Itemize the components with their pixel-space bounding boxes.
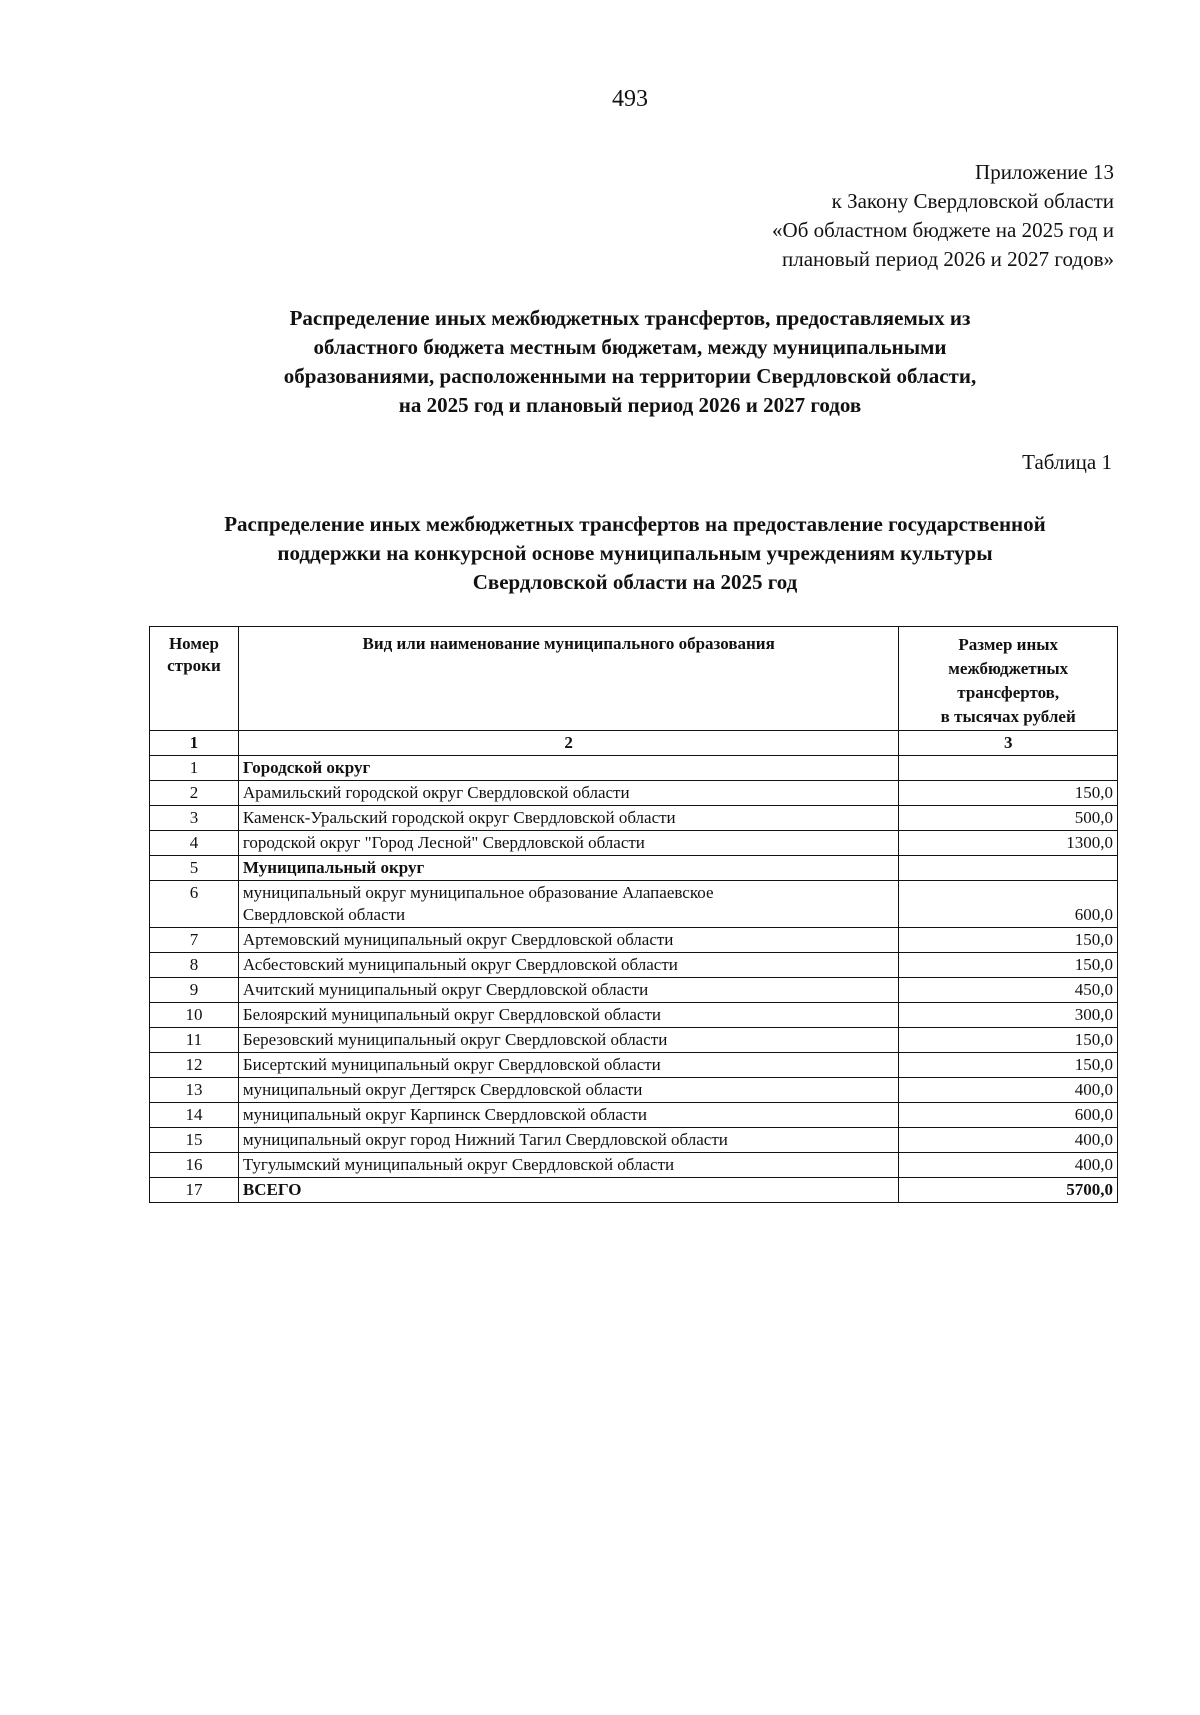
amount: 400,0 — [899, 1078, 1118, 1103]
header-text: в тысячах рублей — [940, 707, 1076, 726]
row-number: 15 — [150, 1128, 239, 1153]
table-row — [150, 881, 1118, 928]
transfers-table — [149, 626, 1118, 1203]
municipality-name: Артемовский муниципальный округ Свердловской области — [238, 928, 899, 953]
row-number: 4 — [150, 831, 239, 856]
header-text: трансфертов, — [957, 683, 1060, 702]
header-text: Размер иных — [958, 635, 1059, 654]
header-amount — [899, 627, 1118, 731]
appendix-block — [772, 158, 1114, 274]
column-index: 2 — [238, 731, 899, 756]
title-line: на 2025 год и плановый период 2026 и 2027 годов — [398, 393, 862, 417]
amount: 1300,0 — [899, 831, 1118, 856]
table-row — [150, 1053, 1118, 1078]
table-row — [150, 806, 1118, 831]
municipality-name: городской округ "Город Лесной" Свердловской области — [238, 831, 899, 856]
name-line: Свердловской области — [242, 905, 406, 924]
table-row — [150, 978, 1118, 1003]
appendix-line: к Закону Свердловской области — [831, 189, 1114, 213]
municipality-name: Березовский муниципальный округ Свердловской области — [238, 1028, 899, 1053]
header-text: Номер — [168, 634, 219, 653]
municipality-name — [238, 881, 899, 928]
amount — [899, 856, 1118, 881]
table-row — [150, 1103, 1118, 1128]
municipality-name: муниципальный округ Карпинск Свердловской области — [238, 1103, 899, 1128]
header-municipality: Вид или наименование муниципального образования — [238, 627, 899, 731]
document-title — [180, 304, 1080, 420]
table-row — [150, 831, 1118, 856]
header-row-number — [150, 627, 239, 731]
header-text: строки — [167, 656, 221, 675]
municipality-name: Белоярский муниципальный округ Свердловской области — [238, 1003, 899, 1028]
amount: 150,0 — [899, 928, 1118, 953]
table-title-line: Распределение иных межбюджетных трансфертов на предоставление государственной — [224, 512, 1046, 536]
appendix-line: «Об областном бюджете на 2025 год и — [772, 218, 1114, 242]
amount: 150,0 — [899, 781, 1118, 806]
amount: 400,0 — [899, 1128, 1118, 1153]
amount: 300,0 — [899, 1003, 1118, 1028]
column-index: 1 — [150, 731, 239, 756]
row-number: 8 — [150, 953, 239, 978]
table-row — [150, 1078, 1118, 1103]
total-amount: 5700,0 — [899, 1178, 1118, 1203]
table-title-line: Свердловской области на 2025 год — [472, 570, 798, 594]
row-number: 3 — [150, 806, 239, 831]
column-index: 3 — [899, 731, 1118, 756]
amount: 150,0 — [899, 953, 1118, 978]
municipality-name: муниципальный округ город Нижний Тагил Свердловской области — [238, 1128, 899, 1153]
table-title — [120, 510, 1150, 597]
table-row — [150, 1153, 1118, 1178]
municipality-name: Асбестовский муниципальный округ Свердловской области — [238, 953, 899, 978]
row-number: 1 — [150, 756, 239, 781]
municipality-name: Тугулымский муниципальный округ Свердловской области — [238, 1153, 899, 1178]
table-row — [150, 856, 1118, 881]
table-row — [150, 781, 1118, 806]
group-name: Муниципальный округ — [238, 856, 899, 881]
municipality-name: муниципальный округ Дегтярск Свердловской области — [238, 1078, 899, 1103]
row-number: 2 — [150, 781, 239, 806]
row-number: 12 — [150, 1053, 239, 1078]
municipality-name: Бисертский муниципальный округ Свердловской области — [238, 1053, 899, 1078]
row-number: 10 — [150, 1003, 239, 1028]
total-row — [150, 1178, 1118, 1203]
municipality-name: Каменск-Уральский городской округ Свердловской области — [238, 806, 899, 831]
row-number: 5 — [150, 856, 239, 881]
table-header-row — [150, 627, 1118, 731]
table-label: Таблица 1 — [1022, 450, 1112, 474]
row-number: 14 — [150, 1103, 239, 1128]
table-title-line: поддержки на конкурсной основе муниципальным учреждениям культуры — [277, 541, 993, 565]
name-line: муниципальный округ муниципальное образование Алапаевское — [242, 883, 714, 902]
title-line: образованиями, расположенными на территории Свердловской области, — [283, 364, 977, 388]
table-row — [150, 1003, 1118, 1028]
table-row — [150, 928, 1118, 953]
table-row — [150, 1128, 1118, 1153]
amount: 450,0 — [899, 978, 1118, 1003]
row-number: 13 — [150, 1078, 239, 1103]
table-row — [150, 756, 1118, 781]
group-name: Городской округ — [238, 756, 899, 781]
total-label: ВСЕГО — [238, 1178, 899, 1203]
row-number: 9 — [150, 978, 239, 1003]
amount: 500,0 — [899, 806, 1118, 831]
row-number: 6 — [150, 881, 239, 928]
row-number: 16 — [150, 1153, 239, 1178]
header-text: межбюджетных — [948, 659, 1069, 678]
row-number: 11 — [150, 1028, 239, 1053]
municipality-name: Арамильский городской округ Свердловской области — [238, 781, 899, 806]
page-number: 493 — [612, 86, 648, 112]
appendix-line: Приложение 13 — [975, 160, 1114, 184]
row-number: 7 — [150, 928, 239, 953]
title-line: областного бюджета местным бюджетам, между муниципальными — [313, 335, 947, 359]
amount: 400,0 — [899, 1153, 1118, 1178]
amount — [899, 756, 1118, 781]
municipality-name: Ачитский муниципальный округ Свердловской области — [238, 978, 899, 1003]
row-number: 17 — [150, 1178, 239, 1203]
amount: 150,0 — [899, 1053, 1118, 1078]
amount: 600,0 — [899, 1103, 1118, 1128]
appendix-line: плановый период 2026 и 2027 годов» — [782, 247, 1114, 271]
amount: 600,0 — [899, 881, 1118, 928]
amount: 150,0 — [899, 1028, 1118, 1053]
title-line: Распределение иных межбюджетных трансфертов, предоставляемых из — [289, 306, 971, 330]
table-row — [150, 1028, 1118, 1053]
table-row — [150, 953, 1118, 978]
column-index-row — [150, 731, 1118, 756]
